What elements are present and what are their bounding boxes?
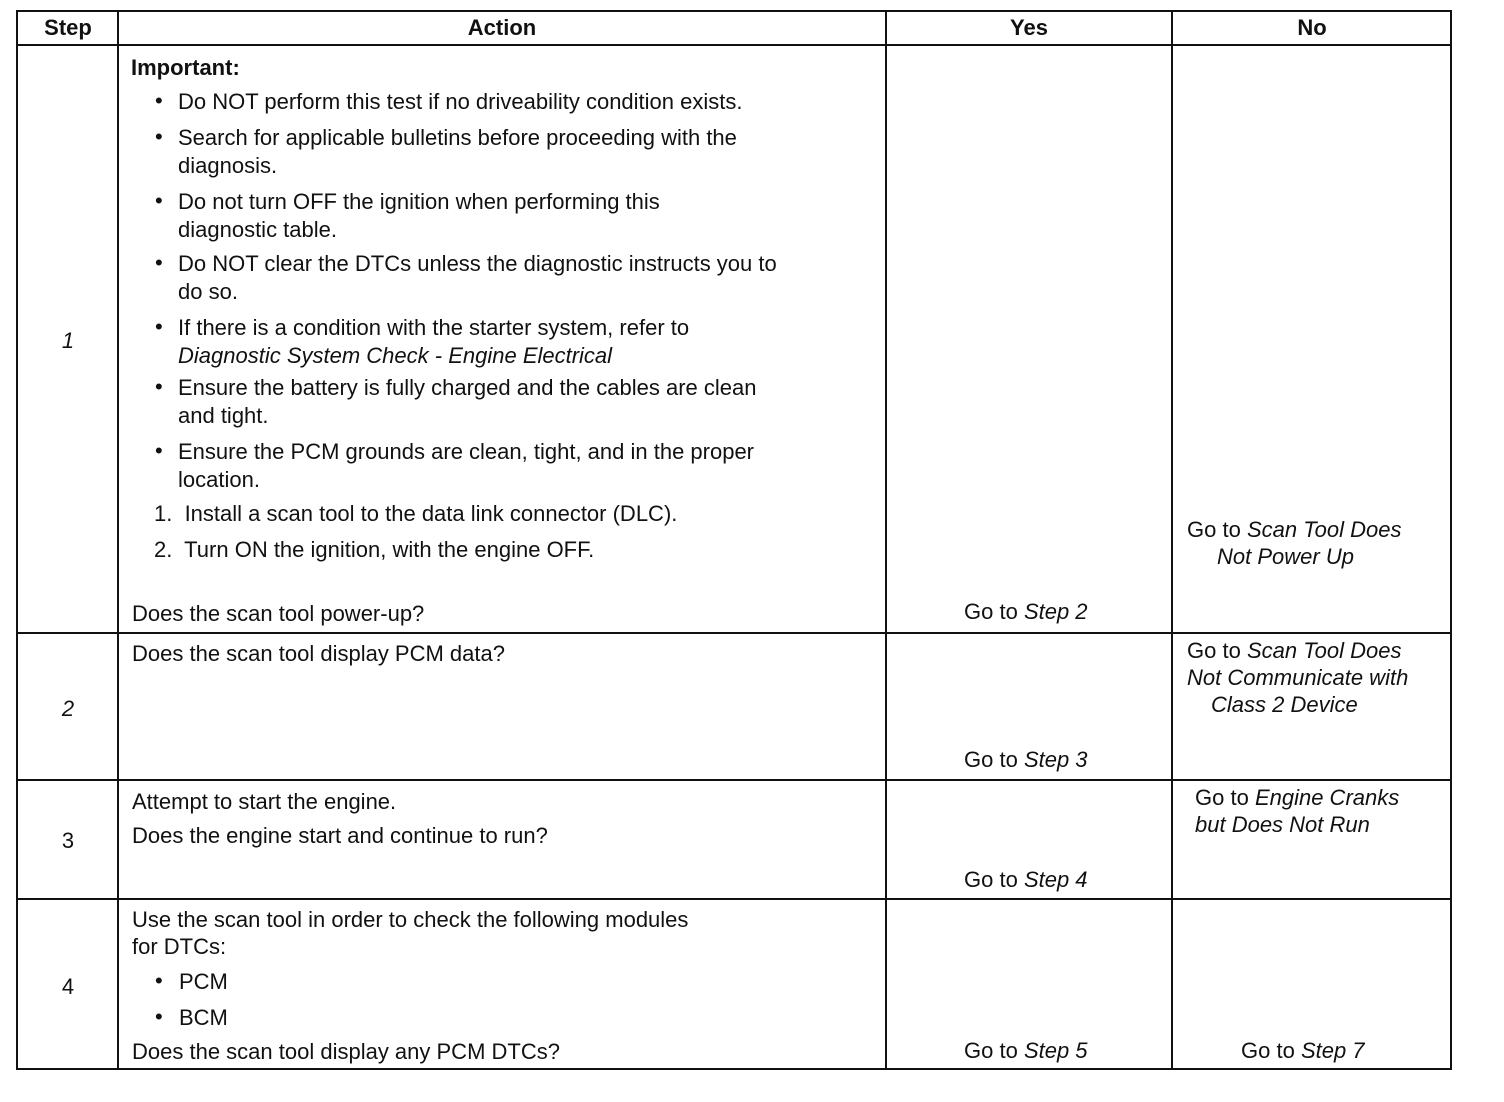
bullet-icon: • (155, 374, 163, 399)
column-divider (885, 12, 887, 1068)
important-label: Important: (131, 55, 240, 80)
bullet-icon: • (155, 250, 163, 275)
bullet-icon: • (155, 88, 163, 113)
action-text: Use the scan tool in order to check the following modules (132, 907, 689, 932)
step-number: 1 (61, 328, 75, 353)
header-no: No (1297, 15, 1327, 40)
yes-result: Go to Step 3 (964, 747, 1088, 772)
no-result: Not Communicate with (1187, 665, 1409, 690)
bullet-text: If there is a condition with the starter system, refer to (178, 315, 690, 340)
column-divider (1171, 12, 1173, 1068)
row-divider (18, 779, 1450, 781)
bullet-icon: • (155, 124, 163, 149)
no-result: but Does Not Run (1195, 812, 1370, 837)
no-result: Go to Scan Tool Does (1187, 517, 1402, 542)
bullet-icon: • (155, 438, 163, 463)
bullet-text: Ensure the PCM grounds are clean, tight, and in the proper (178, 439, 755, 464)
bullet-text: do so. (178, 279, 238, 304)
header-yes: Yes (1010, 15, 1048, 40)
yes-result: Go to Step 2 (964, 599, 1088, 624)
no-result: Go to Engine Cranks (1195, 785, 1400, 810)
bullet-text: diagnosis. (178, 153, 278, 178)
header-step: Step (44, 15, 92, 40)
step-number: 2 (61, 696, 75, 721)
bullet-text: Do NOT clear the DTCs unless the diagnostic instructs you to (178, 251, 777, 276)
column-divider (117, 12, 119, 1068)
bullet-text: PCM (179, 969, 228, 994)
numbered-step: 2. Turn ON the ignition, with the engine OFF. (154, 537, 595, 562)
bullet-icon: • (155, 1004, 163, 1029)
question: Does the engine start and continue to run? (132, 823, 548, 848)
bullet-text: Search for applicable bulletins before proceeding with the (178, 125, 737, 150)
step-number: 4 (61, 974, 75, 999)
row-divider (18, 632, 1450, 634)
bullet-text: BCM (179, 1005, 228, 1030)
bullet-icon: • (155, 314, 163, 339)
bullet-text: location. (178, 467, 260, 492)
diagnostic-table (16, 10, 1452, 1070)
bullet-text: and tight. (178, 403, 269, 428)
question: Does the scan tool display any PCM DTCs? (132, 1039, 560, 1064)
bullet-text: Ensure the battery is fully charged and the cables are clean (178, 375, 757, 400)
reference-link: Diagnostic System Check - Engine Electrical (178, 343, 613, 368)
numbered-step: 1. Install a scan tool to the data link connector (DLC). (154, 501, 678, 526)
row-divider (18, 898, 1450, 900)
bullet-icon: • (155, 188, 163, 213)
action-text: Attempt to start the engine. (132, 789, 397, 814)
no-result: Not Power Up (1217, 544, 1354, 569)
bullet-text: diagnostic table. (178, 217, 337, 242)
no-result: Go to Step 7 (1241, 1038, 1365, 1063)
action-text: for DTCs: (132, 934, 227, 959)
no-result: Class 2 Device (1211, 692, 1358, 717)
bullet-icon: • (155, 968, 163, 993)
bullet-text: Do NOT perform this test if no driveability condition exists. (178, 89, 743, 114)
bullet-text: Do not turn OFF the ignition when performing this (178, 189, 660, 214)
question: Does the scan tool display PCM data? (132, 641, 505, 666)
header-divider (18, 44, 1450, 46)
yes-result: Go to Step 5 (964, 1038, 1088, 1063)
no-result: Go to Scan Tool Does (1187, 638, 1402, 663)
header-action: Action (467, 15, 537, 40)
yes-result: Go to Step 4 (964, 867, 1088, 892)
question: Does the scan tool power-up? (132, 601, 425, 626)
step-number: 3 (61, 828, 75, 853)
